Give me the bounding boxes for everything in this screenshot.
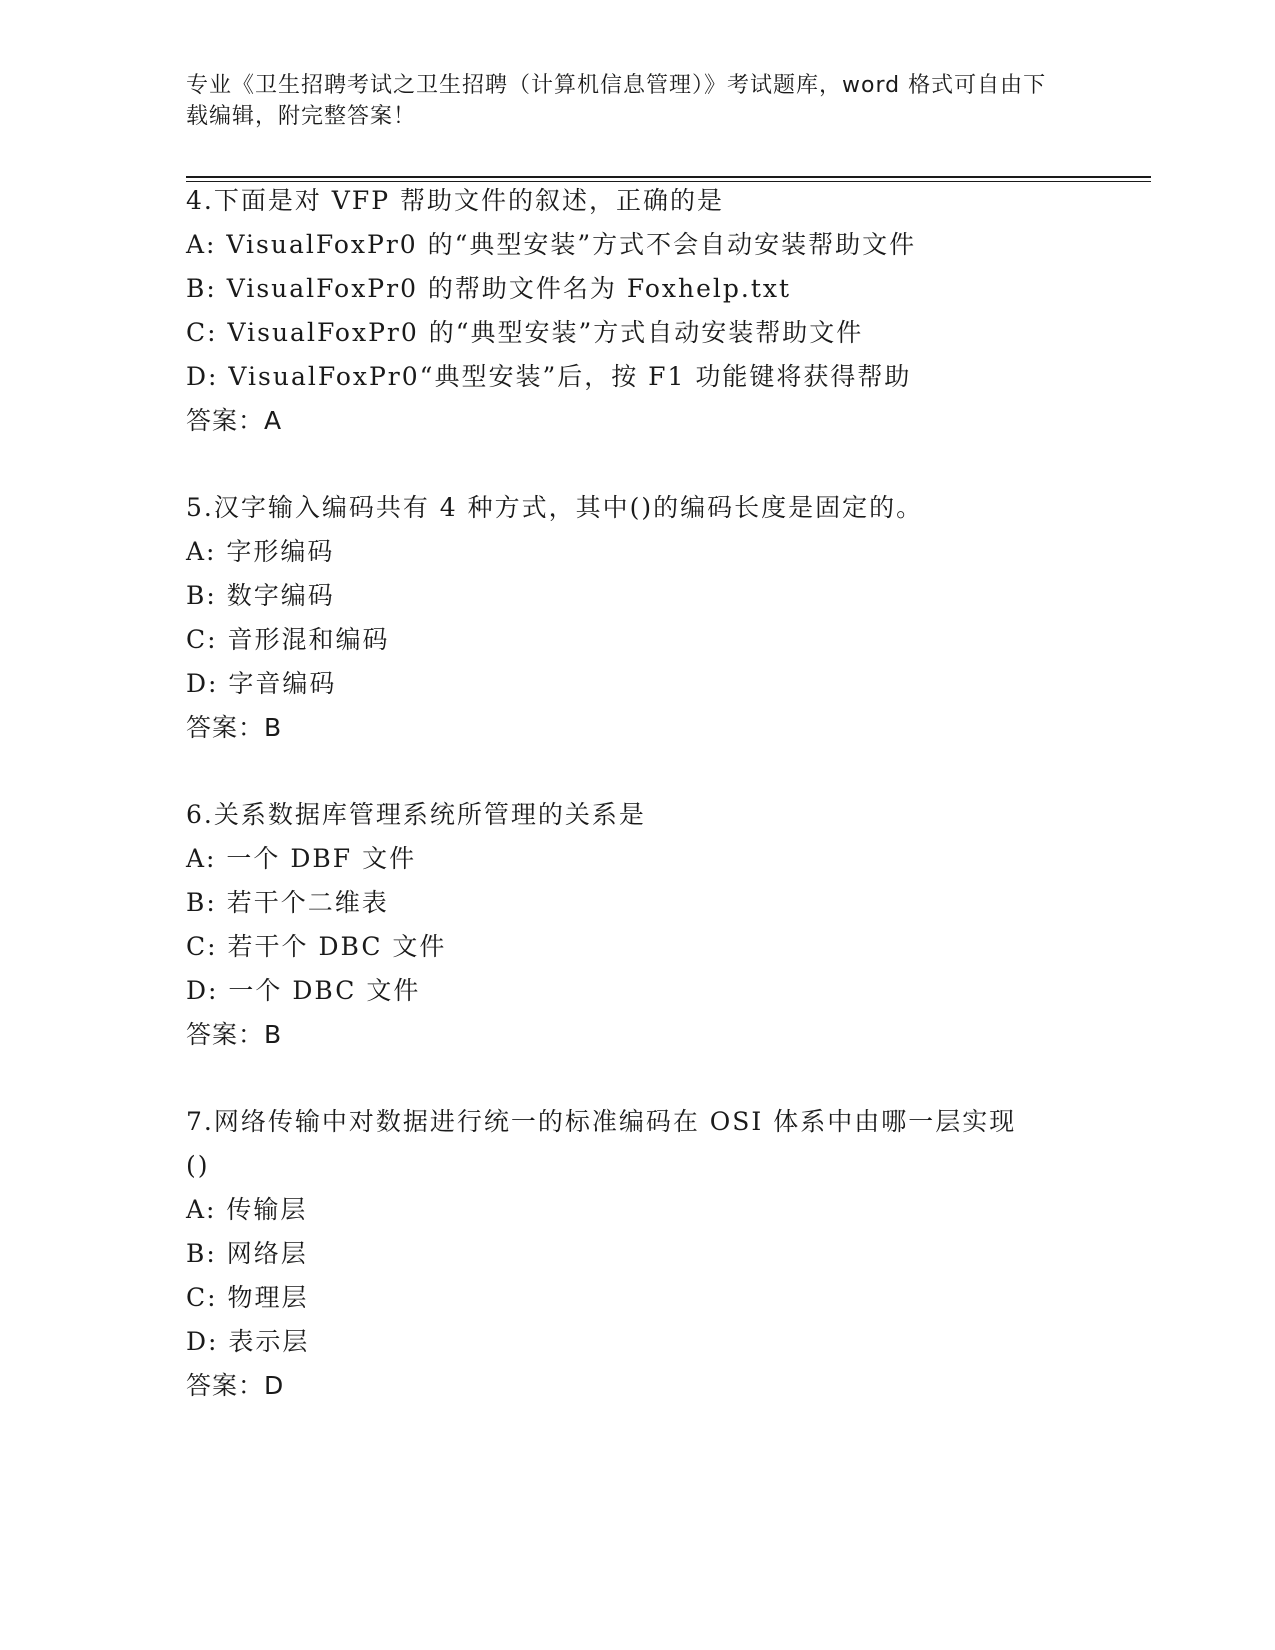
question-option: B: 网络层	[186, 1239, 308, 1268]
question-stem: 5.汉字输入编码共有 4 种方式，其中()的编码长度是固定的。	[186, 493, 924, 522]
question-option: D: 一个 DBC 文件	[186, 976, 421, 1005]
question-answer: 答案：D	[186, 1371, 285, 1400]
question-answer: 答案：A	[186, 406, 283, 435]
question-option: A: 传输层	[186, 1195, 308, 1224]
question-option: D: 表示层	[186, 1327, 310, 1356]
question-option: B: VisualFoxPr0 的帮助文件名为 Foxhelp.txt	[186, 274, 792, 303]
question-option: C: VisualFoxPr0 的“典型安装”方式自动安装帮助文件	[186, 318, 864, 347]
header-divider-thick	[186, 176, 1151, 178]
question-stem: 6.关系数据库管理系统所管理的关系是	[186, 800, 646, 829]
document-header: 专业《卫生招聘考试之卫生招聘（计算机信息管理）》考试题库，word 格式可自由下载编辑，附完整答案！	[186, 73, 1047, 129]
question-stem-continuation: ()	[186, 1151, 210, 1180]
question-option: A: 一个 DBF 文件	[186, 844, 417, 873]
question-option: D: 字音编码	[186, 669, 337, 698]
question-stem: 7.网络传输中对数据进行统一的标准编码在 OSI 体系中由哪一层实现	[186, 1107, 1017, 1136]
question-answer: 答案：B	[186, 713, 283, 742]
question-option: A: 字形编码	[186, 537, 335, 566]
question-option: B: 若干个二维表	[186, 888, 389, 917]
question-option: A: VisualFoxPr0 的“典型安装”方式不会自动安装帮助文件	[186, 230, 917, 259]
question-stem: 4.下面是对 VFP 帮助文件的叙述，正确的是	[186, 186, 724, 215]
question-option: C: 音形混和编码	[186, 625, 390, 654]
question-answer: 答案：B	[186, 1020, 283, 1049]
question-option: D: VisualFoxPr0“典型安装”后，按 F1 功能键将获得帮助	[186, 362, 912, 391]
question-option: C: 物理层	[186, 1283, 309, 1312]
question-option: C: 若干个 DBC 文件	[186, 932, 447, 961]
header-divider-thin	[186, 181, 1151, 182]
question-option: B: 数字编码	[186, 581, 335, 610]
